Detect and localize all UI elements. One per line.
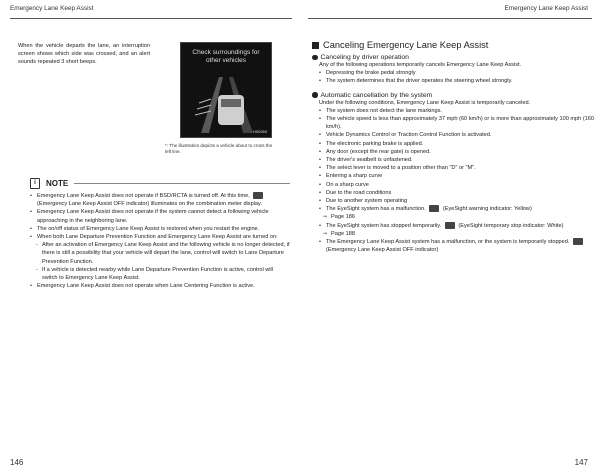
- list-item: • The Emergency Lane Keep Assist system has a malfunction, or the system is temporarily stopped. (Emergency Lane Keep Assist OFF indicator): [319, 238, 594, 254]
- list-item: • The EyeSight system has stopped temporarily. (EyeSight temporary stop indicator: White): [319, 222, 594, 230]
- list-item: • Due to another system operating: [319, 197, 594, 205]
- list-item: - After an activation of Emergency Lane Keep Assist and the following vehicle is no longer detected, if there is still a possibility that your vehicle will depart the lane, control will switch to Lane Departure Prevention Function.: [30, 241, 290, 266]
- right-column: [312, 40, 594, 254]
- list-item: • Emergency Lane Keep Assist does not operate when Lane Centering Function is active.: [30, 282, 290, 290]
- list-item: • The EyeSight system has a malfunction. (EyeSight warning indicator: Yellow): [319, 205, 594, 213]
- list-item: • The vehicle speed is less than approximately 37 mph (60 km/h) or is more than approximately 100 mph (160 km/h).: [319, 115, 594, 131]
- alert-message: Check surroundings for other vehicles: [192, 49, 260, 64]
- section-title: Canceling Emergency Lane Keep Assist: [312, 40, 594, 50]
- round-bullet-icon: [312, 55, 318, 61]
- note-list: [30, 192, 290, 290]
- alert-illustration: [180, 42, 272, 138]
- page-number-right: 147: [574, 458, 588, 467]
- header-right: Emergency Lane Keep Assist: [504, 5, 588, 12]
- auto-cancel-intro: Under the following conditions, Emergency Lane Keep Assist is temporarily canceled.: [319, 99, 531, 106]
- list-item: ⇒ Page 188: [319, 230, 594, 238]
- note-icon: i: [30, 178, 40, 189]
- indicator-icon: [253, 192, 263, 199]
- square-bullet-icon: [312, 42, 319, 49]
- list-item: • Any door (except the rear gate) is opened.: [319, 148, 594, 156]
- auto-cancel-list: [312, 107, 594, 255]
- driver-cancel-list: [312, 69, 594, 85]
- indicator-icon: [445, 222, 455, 229]
- note-title: [30, 178, 290, 189]
- intro-paragraph: When the vehicle departs the lane, an interruption screen shows which side was crossed, and an alert sounds repeated 3 short beeps.: [18, 43, 150, 66]
- auto-cancel-title: Automatic cancellation by the system: [312, 92, 594, 99]
- indicator-icon: [429, 205, 439, 212]
- list-item: • Entering a sharp curve: [319, 172, 594, 180]
- vehicle-lane-graphic: [181, 43, 271, 137]
- list-item: • Vehicle Dynamics Control or Traction Control Function is activated.: [319, 131, 594, 139]
- header-rule-left: [10, 18, 292, 19]
- driver-cancel-title: Canceling by driver operation: [312, 54, 594, 61]
- list-item: • Depressing the brake pedal strongly: [319, 69, 594, 77]
- round-bullet-icon: [312, 92, 318, 98]
- list-item: • Emergency Lane Keep Assist does not operate if BSD/RCTA is turned off. At this time, (Emergency Lane Keep Assist OFF indicator) illuminates on the combination meter display.: [30, 192, 290, 208]
- list-item: • The select lever is moved to a position other than "D" or "M".: [319, 164, 594, 172]
- list-item: • Emergency Lane Keep Assist does not operate if the system cannot detect a following vehicle approaching in the neighboring lane.: [30, 208, 290, 224]
- figure-caption: *: The illustration depicts a vehicle about to cross the left line.: [165, 143, 273, 155]
- list-item: • The electronic parking brake is applied.: [319, 140, 594, 148]
- list-item: • The on/off status of Emergency Lane Keep Assist is restored when you restart the engine.: [30, 225, 290, 233]
- list-item: • The system determines that the driver operates the steering wheel strongly.: [319, 77, 594, 85]
- list-item: • On a sharp curve: [319, 181, 594, 189]
- indicator-icon: [573, 238, 583, 245]
- figure-code: H00269: [252, 129, 267, 134]
- note-title-text: NOTE: [46, 179, 69, 188]
- page-number-left: 146: [10, 458, 24, 467]
- list-item: ⇒ Page 186: [319, 213, 594, 221]
- list-item: • When both Lane Departure Prevention Function and Emergency Lane Keep Assist are turned on:: [30, 233, 290, 241]
- list-item: - If a vehicle is detected nearby while Lane Departure Prevention Function is active, control will switch to Emergency Lane Keep Assist.: [30, 266, 290, 282]
- note-section: [30, 178, 290, 290]
- driver-cancel-intro: Any of the following operations temporarily cancels Emergency Lane Keep Assist.: [319, 62, 522, 68]
- list-item: • The system does not detect the lane markings.: [319, 107, 594, 115]
- header-rule-right: [308, 18, 592, 19]
- header-left: Emergency Lane Keep Assist: [10, 5, 94, 12]
- list-item: • The driver's seatbelt is unfastened.: [319, 156, 594, 164]
- list-item: • Due to the road conditions: [319, 189, 594, 197]
